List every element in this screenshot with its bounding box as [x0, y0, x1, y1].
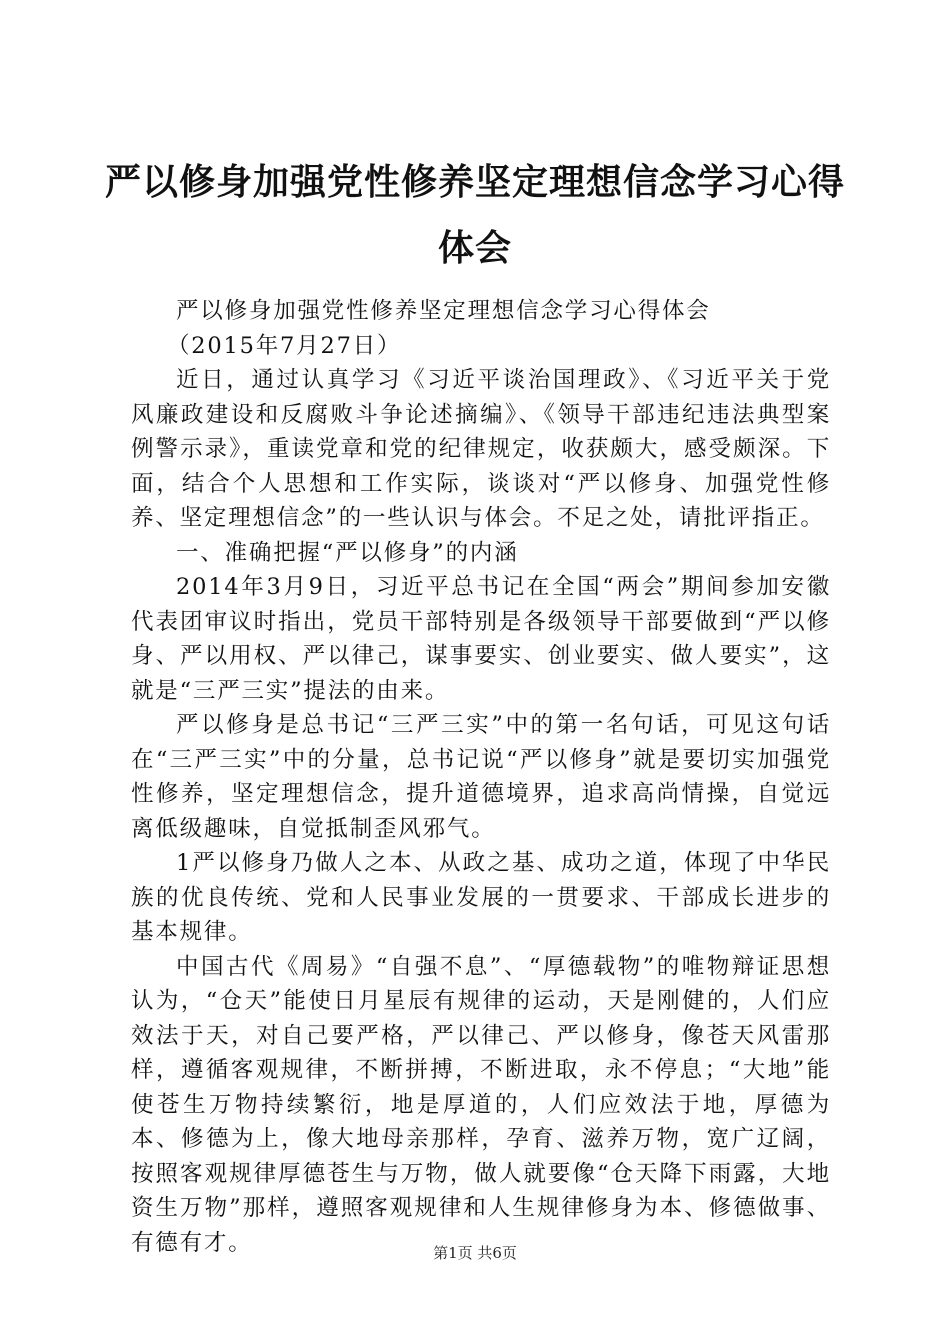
paragraph-zhouyi: 中国古代《周易》“自强不息”、“厚德载物”的唯物辩证思想认为，“仓天”能使日月星辰有规律的运动，天是刚健的，人们应效法于天，对自己要严格，严以律己、严以修身，像苍天风雷那样，遵循客观规律，不断拼搏，不断进取，永不停息；“大地”能使苍生万物持续繁衍，地是厚道的，人们应效法于地，厚德为本、修德为上，像大地母亲那样，孕育、滋养万物，宽广辽阔，按照客观规律厚德苍生与万物，做人就要像“仓天降下雨露，大地资生万物”那样，遵照客观规律和人生规律修身为本、修德做事、有德有才。 [131, 953, 831, 1256]
date-line: （2015年7月27日） [167, 332, 402, 359]
subtitle-line: 严以修身加强党性修养坚定理想信念学习心得体会 [176, 298, 711, 324]
section-heading-1: 一、准确把握“严以修身”的内涵 [176, 539, 519, 566]
document-title: 严以修身加强党性修养坚定理想信念学习心得体会 [104, 162, 845, 269]
document-body [131, 294, 831, 1260]
paragraph-intro: 近日，通过认真学习《习近平谈治国理政》、《习近平关于党风廉政建设和反腐败斗争论述摘编》、《领导干部违纪违法典型案例警示录》，重读党章和党的纪律规定，收获颇大，感受颇深。下面，结合个人思想和工作实际，谈谈对“严以修身、加强党性修养、坚定理想信念”的一些认识与体会。不足之处，请批评指正。 [131, 367, 831, 531]
paragraph-origin: 2014年3月9日，习近平总书记在全国“两会”期间参加安徽代表团审议时指出，党员干部特别是各级领导干部要做到“严以修身、严以用权、严以律己，谋事要实、创业要实、做人要实”，这就是“三严三实”提法的由来。 [131, 574, 831, 704]
page-number: 第1页 共6页 [433, 1244, 517, 1262]
paragraph-meaning: 严以修身是总书记“三严三实”中的第一名句话，可见这句话在“三严三实”中的分量，总书记说“严以修身”就是要切实加强党性修养，坚定理想信念，提升道德境界，追求高尚情操，自觉远离低级趣味，自觉抵制歪风邪气。 [131, 712, 831, 842]
paragraph-point-1: 1严以修身乃做人之本、从政之基、成功之道，体现了中华民族的优良传统、党和人民事业发展的一贯要求、干部成长进步的基本规律。 [131, 850, 831, 945]
